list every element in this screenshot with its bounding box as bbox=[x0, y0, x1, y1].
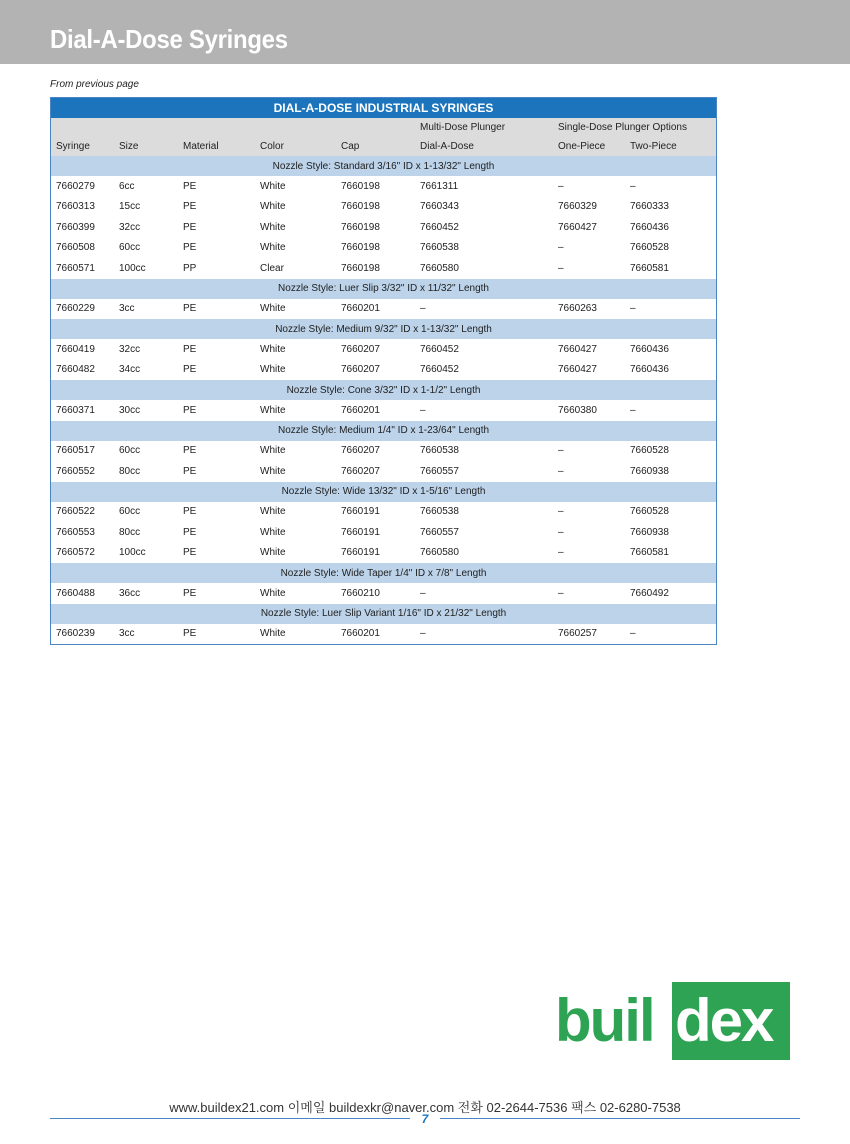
column-header: One-Piece bbox=[553, 137, 625, 156]
table-cell: 15cc bbox=[119, 201, 141, 213]
table-cell: 7660279 bbox=[56, 180, 95, 192]
table-row bbox=[51, 176, 716, 197]
column-header: Size bbox=[114, 137, 178, 156]
table-cell: 3cc bbox=[119, 303, 135, 315]
nozzle-section-row bbox=[51, 482, 716, 502]
table-cell: 7660538 bbox=[420, 445, 459, 457]
table-cell: – bbox=[630, 628, 636, 640]
table-cell: 32cc bbox=[119, 343, 141, 355]
nozzle-section-row bbox=[51, 279, 716, 299]
table-cell: – bbox=[558, 506, 564, 518]
table-cell: 7660210 bbox=[341, 587, 380, 599]
table-cell: PE bbox=[183, 201, 197, 213]
table-cell: 7660191 bbox=[341, 547, 380, 559]
group-header-spacer bbox=[51, 118, 415, 137]
table-cell: 7660452 bbox=[420, 364, 459, 376]
table-cell: 7660528 bbox=[630, 506, 669, 518]
table-cell: 7660198 bbox=[341, 262, 380, 274]
table-cell: PE bbox=[183, 343, 197, 355]
table-cell: 7660191 bbox=[341, 506, 380, 518]
table-cell: 7660482 bbox=[56, 364, 95, 376]
page-number: 7 bbox=[421, 1112, 429, 1126]
logo-text-right bbox=[672, 982, 790, 1060]
table-cell: PE bbox=[183, 587, 197, 599]
table-cell: – bbox=[630, 303, 636, 315]
table-cell: 7660538 bbox=[420, 242, 459, 254]
table-cell: White bbox=[260, 526, 286, 538]
table-cell: 7660528 bbox=[630, 242, 669, 254]
table-cell: 7660938 bbox=[630, 526, 669, 538]
table-cell: 7660522 bbox=[56, 506, 95, 518]
logo-text-left bbox=[555, 982, 657, 1060]
table-cell: 32cc bbox=[119, 221, 141, 233]
table-row bbox=[51, 502, 716, 523]
table-cell: 7660201 bbox=[341, 303, 380, 315]
column-header-row bbox=[51, 137, 716, 156]
table-cell: PE bbox=[183, 445, 197, 457]
footer-contact: www.buildex21.com 이메일 buildexkr@naver.com 전화 02-2644-7536 팩스 02-6280-7538 bbox=[169, 1100, 681, 1115]
table-cell: White bbox=[260, 303, 286, 315]
table-row bbox=[51, 360, 716, 381]
table-row bbox=[51, 624, 716, 645]
table-row bbox=[51, 217, 716, 238]
table-cell: White bbox=[260, 506, 286, 518]
table-cell: White bbox=[260, 465, 286, 477]
table-cell: 7660207 bbox=[341, 364, 380, 376]
table-cell: – bbox=[558, 445, 564, 457]
table-row bbox=[51, 238, 716, 259]
table-cell: 7660198 bbox=[341, 180, 380, 192]
table-cell: 7660452 bbox=[420, 343, 459, 355]
table-cell: 7660239 bbox=[56, 628, 95, 640]
table-cell: – bbox=[420, 587, 426, 599]
table-cell: 7660553 bbox=[56, 526, 95, 538]
table-cell: 7660399 bbox=[56, 221, 95, 233]
group-header-row bbox=[51, 118, 716, 137]
nozzle-section-title: Nozzle Style: Medium 9/32" ID x 1-13/32" Length bbox=[51, 319, 716, 339]
table-row bbox=[51, 461, 716, 482]
table-cell: 80cc bbox=[119, 465, 141, 477]
table-cell: 7660229 bbox=[56, 303, 95, 315]
table-cell: 7660380 bbox=[558, 404, 597, 416]
table-cell: 7660207 bbox=[341, 465, 380, 477]
table-cell: 7660557 bbox=[420, 465, 459, 477]
syringe-table bbox=[50, 97, 717, 645]
table-cell: 7660257 bbox=[558, 628, 597, 640]
table-cell: 7660427 bbox=[558, 221, 597, 233]
table-cell: – bbox=[420, 303, 426, 315]
table-cell: 7660198 bbox=[341, 201, 380, 213]
table-cell: 60cc bbox=[119, 506, 141, 518]
table-cell: 7660207 bbox=[341, 343, 380, 355]
table-cell: 60cc bbox=[119, 242, 141, 254]
buildex-logo bbox=[555, 982, 790, 1060]
nozzle-section-title: Nozzle Style: Wide Taper 1/4" ID x 7/8" Length bbox=[51, 563, 716, 583]
nozzle-section-title: Nozzle Style: Cone 3/32" ID x 1-1/2" Length bbox=[51, 380, 716, 400]
table-cell: 7661311 bbox=[420, 180, 459, 192]
table-cell: 7660313 bbox=[56, 201, 95, 213]
table-cell: PE bbox=[183, 221, 197, 233]
table-cell: – bbox=[420, 404, 426, 416]
table-cell: White bbox=[260, 343, 286, 355]
page-title: Dial-A-Dose Syringes bbox=[50, 24, 288, 54]
table-title-row bbox=[51, 98, 716, 118]
table-cell: PE bbox=[183, 526, 197, 538]
table-cell: White bbox=[260, 201, 286, 213]
table-cell: 7660452 bbox=[420, 221, 459, 233]
table-cell: 6cc bbox=[119, 180, 135, 192]
column-header: Material bbox=[178, 137, 255, 156]
table-cell: 7660528 bbox=[630, 445, 669, 457]
table-cell: 7660333 bbox=[630, 201, 669, 213]
footer-divider-left bbox=[50, 1118, 410, 1119]
table-cell: 7660508 bbox=[56, 242, 95, 254]
table-cell: PE bbox=[183, 465, 197, 477]
table-cell: 7660419 bbox=[56, 343, 95, 355]
table-cell: – bbox=[420, 628, 426, 640]
table-cell: 7660436 bbox=[630, 343, 669, 355]
table-cell: White bbox=[260, 364, 286, 376]
logo-part2: dex bbox=[675, 987, 773, 1054]
table-cell: 7660436 bbox=[630, 364, 669, 376]
table-cell: PE bbox=[183, 364, 197, 376]
nozzle-section-title: Nozzle Style: Medium 1/4" ID x 1-23/64" Length bbox=[51, 421, 716, 441]
table-cell: 7660938 bbox=[630, 465, 669, 477]
table-cell: 7660581 bbox=[630, 262, 669, 274]
table-cell: – bbox=[558, 180, 564, 192]
table-cell: 7660201 bbox=[341, 628, 380, 640]
table-cell: 7660436 bbox=[630, 221, 669, 233]
table-cell: White bbox=[260, 587, 286, 599]
table-cell: 7660571 bbox=[56, 262, 95, 274]
table-row bbox=[51, 583, 716, 604]
table-cell: 7660343 bbox=[420, 201, 459, 213]
table-cell: 7660198 bbox=[341, 221, 380, 233]
column-header: Two-Piece bbox=[625, 137, 716, 156]
table-cell: 7660371 bbox=[56, 404, 95, 416]
table-cell: White bbox=[260, 221, 286, 233]
nozzle-section-row bbox=[51, 604, 716, 624]
group-header-multi: Multi-Dose Plunger bbox=[415, 118, 553, 137]
nozzle-section-row bbox=[51, 563, 716, 583]
table-cell: 7660572 bbox=[56, 547, 95, 559]
table-cell: – bbox=[630, 404, 636, 416]
table-cell: White bbox=[260, 547, 286, 559]
table-cell: – bbox=[558, 465, 564, 477]
table-cell: 7660191 bbox=[341, 526, 380, 538]
table-cell: 7660557 bbox=[420, 526, 459, 538]
table-row bbox=[51, 441, 716, 462]
continuation-note: From previous page bbox=[50, 79, 139, 90]
table-cell: 7660517 bbox=[56, 445, 95, 457]
nozzle-section-title: Nozzle Style: Wide 13/32" ID x 1-5/16" Length bbox=[51, 482, 716, 502]
group-header-single: Single-Dose Plunger Options bbox=[553, 118, 716, 137]
column-header: Color bbox=[255, 137, 336, 156]
nozzle-section-title: Nozzle Style: Luer Slip 3/32" ID x 11/32" Length bbox=[51, 279, 716, 299]
table-cell: 36cc bbox=[119, 587, 141, 599]
table-cell: 7660580 bbox=[420, 262, 459, 274]
table-cell: 34cc bbox=[119, 364, 141, 376]
table-cell: – bbox=[558, 242, 564, 254]
table-cell: 7660552 bbox=[56, 465, 95, 477]
table-cell: White bbox=[260, 404, 286, 416]
table-cell: 100cc bbox=[119, 262, 146, 274]
nozzle-section-row bbox=[51, 156, 716, 176]
table-row bbox=[51, 258, 716, 279]
column-header: Dial-A-Dose bbox=[415, 137, 553, 156]
table-cell: – bbox=[558, 547, 564, 559]
table-cell: 7660263 bbox=[558, 303, 597, 315]
table-cell: White bbox=[260, 445, 286, 457]
table-row bbox=[51, 543, 716, 564]
table-cell: PP bbox=[183, 262, 197, 274]
table-row bbox=[51, 197, 716, 218]
table-cell: PE bbox=[183, 506, 197, 518]
table-cell: 7660538 bbox=[420, 506, 459, 518]
nozzle-section-row bbox=[51, 421, 716, 441]
table-row bbox=[51, 299, 716, 320]
table-cell: – bbox=[630, 180, 636, 192]
table-cell: White bbox=[260, 628, 286, 640]
table-cell: 30cc bbox=[119, 404, 141, 416]
nozzle-section-row bbox=[51, 380, 716, 400]
table-cell: PE bbox=[183, 404, 197, 416]
table-cell: 7660329 bbox=[558, 201, 597, 213]
nozzle-section-title: Nozzle Style: Standard 3/16" ID x 1-13/32" Length bbox=[51, 156, 716, 176]
table-cell: 100cc bbox=[119, 547, 146, 559]
table-cell: – bbox=[558, 262, 564, 274]
table-title: DIAL-A-DOSE INDUSTRIAL SYRINGES bbox=[51, 98, 716, 118]
table-cell: PE bbox=[183, 242, 197, 254]
table-cell: 7660488 bbox=[56, 587, 95, 599]
table-cell: PE bbox=[183, 180, 197, 192]
table-cell: 7660427 bbox=[558, 343, 597, 355]
table-row bbox=[51, 339, 716, 360]
table-cell: 7660580 bbox=[420, 547, 459, 559]
column-header: Syringe bbox=[51, 137, 114, 156]
nozzle-section-title: Nozzle Style: Luer Slip Variant 1/16" ID x 21/32" Length bbox=[51, 604, 716, 624]
table-cell: PE bbox=[183, 303, 197, 315]
table-cell: Clear bbox=[260, 262, 284, 274]
nozzle-section-row bbox=[51, 319, 716, 339]
table-cell: 7660581 bbox=[630, 547, 669, 559]
table-cell: 80cc bbox=[119, 526, 141, 538]
table-cell: White bbox=[260, 180, 286, 192]
table-cell: PE bbox=[183, 547, 197, 559]
table-cell: 7660207 bbox=[341, 445, 380, 457]
table-cell: 7660427 bbox=[558, 364, 597, 376]
table-cell: – bbox=[558, 526, 564, 538]
table-cell: 7660201 bbox=[341, 404, 380, 416]
table-cell: 3cc bbox=[119, 628, 135, 640]
table-cell: 60cc bbox=[119, 445, 141, 457]
page-header bbox=[0, 0, 850, 64]
table-row bbox=[51, 522, 716, 543]
logo-part1: buil bbox=[555, 987, 654, 1054]
column-header: Cap bbox=[336, 137, 415, 156]
table-cell: 7660198 bbox=[341, 242, 380, 254]
table-row bbox=[51, 400, 716, 421]
table-cell: White bbox=[260, 242, 286, 254]
table-cell: – bbox=[558, 587, 564, 599]
table-cell: PE bbox=[183, 628, 197, 640]
footer-divider-right bbox=[440, 1118, 800, 1119]
table-cell: 7660492 bbox=[630, 587, 669, 599]
